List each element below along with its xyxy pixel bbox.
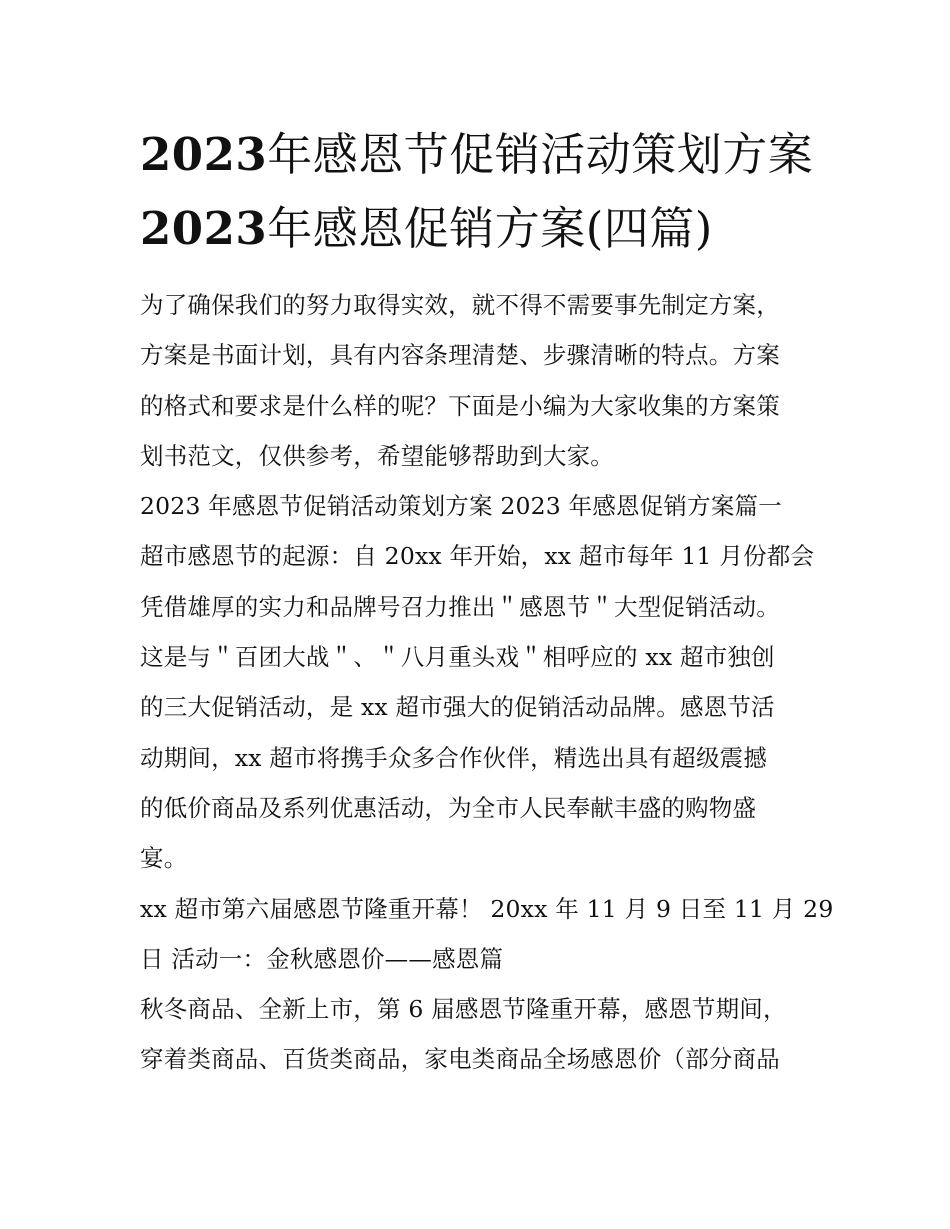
body-line-2: 方案是书面计划，具有内容条理清楚、步骤清晰的特点。方案 [140,341,780,370]
title-part-3: 2023 [140,202,268,255]
body-line-3: 的格式和要求是什么样的呢？下面是小编为大家收集的方案策 [140,391,780,420]
body-line-9: 的三大促销活动，是 xx 超市强大的促销活动品牌。感恩节活 [140,693,775,722]
document-title [140,118,820,266]
body-line-10: 动期间，xx 超市将携手众多合作伙伴，精选出具有超级震撼 [140,743,768,772]
title-part-1: 2023 [140,128,268,181]
body-line-12: 宴。 [140,844,188,873]
body-line-16: 穿着类商品、百货类商品，家电类商品全场感恩价（部分商品 [140,1045,780,1074]
document-page [140,118,834,1085]
title-part-4: 年感恩促销方案(四篇) [267,202,713,255]
title-part-2: 年感恩节促销活动策划方案 [267,128,814,181]
body-line-4: 划书范文，仅供参考，希望能够帮助到大家。 [140,441,614,470]
body-line-15: 秋冬商品、全新上市，第 6 届感恩节隆重开幕，感恩节期间， [140,995,787,1024]
body-line-6: 超市感恩节的起源：自 20xx 年开始，xx 超市每年 11 月份都会 [140,542,815,571]
body-line-8: 这是与＂百团大战＂、＂八月重头戏＂相呼应的 xx 超市独创 [140,643,775,672]
section-heading-line: 2023 年感恩节促销活动策划方案 2023 年感恩促销方案篇一 [140,492,782,521]
document-body [140,280,834,1085]
body-line-7: 凭借雄厚的实力和品牌号召力推出＂感恩节＂大型促销活动。 [140,592,780,621]
body-line-14: 日 活动一：金秋感恩价——感恩篇 [140,944,504,973]
body-line-1: 为了确保我们的努力取得实效，就不得不需要事先制定方案， [140,291,780,319]
body-line-11: 的低价商品及系列优惠活动，为全市人民奉献丰盛的购物盛 [140,793,757,822]
body-line-13: xx 超市第六届感恩节隆重开幕！ 20xx 年 11 月 9 日至 11 月 29 [140,894,834,923]
